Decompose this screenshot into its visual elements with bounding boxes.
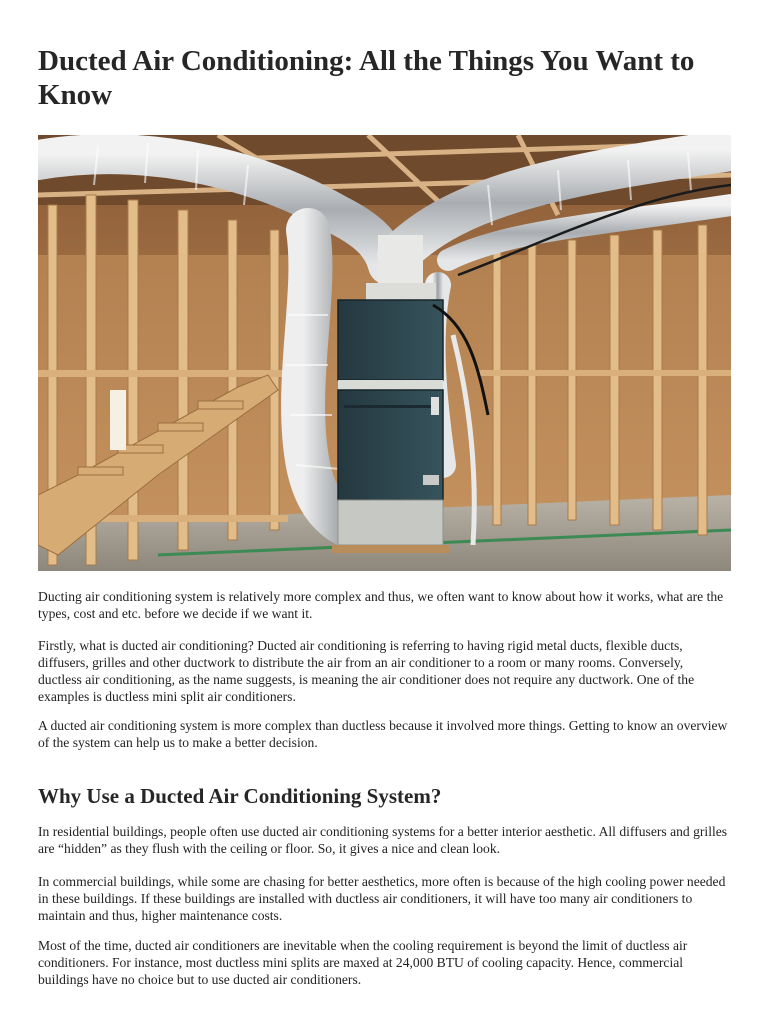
intro-paragraph: A ducted air conditioning system is more complex than ductless because it involved more things. Getting to know an overview of the system can help us to make a better decision.	[38, 718, 728, 750]
section-paragraph: In residential buildings, people often use ducted air conditioning systems for a better interior aesthetic. All diffusers and grilles are “hidden” as they flush with the ceiling or floor. So, it gives a nice and clean look.	[38, 824, 728, 856]
section-heading: Why Use a Ducted Air Conditioning System?	[38, 784, 442, 808]
section-paragraph: Most of the time, ducted air conditioners are inevitable when the cooling requirement is beyond the limit of ductless air conditioners. For instance, most ductless mini splits are maxed at 24,000 BTU of cooling capacity. Hence, commercial buildings have no choice but to use ducted air conditioners.	[38, 938, 688, 987]
intro-paragraph: Ducting air conditioning system is relatively more complex and thus, we often want to know about how it works, what are the types, cost and etc. before we decide if we want it.	[38, 589, 724, 621]
ducted-unit-illustration	[38, 135, 731, 571]
article-photo	[38, 135, 731, 571]
intro-paragraph: Firstly, what is ducted air conditioning? Ducted air conditioning is referring to having rigid metal ducts, flexible ducts, diffusers, grilles and other ductwork to distribute the air from an air conditioner to a room or many rooms. Conversely, ductless air conditioning, as the name suggests, is meaning the air conditioner does not require any ductwork. One of the examples is ductless mini split air conditioners.	[38, 638, 695, 704]
section-paragraph: In commercial buildings, while some are chasing for better aesthetics, more often is because of the high cooling power needed in these buildings. If these buildings are installed with ductless air conditioners, it will have too many air conditioners to maintain and thus, higher maintenance costs.	[38, 874, 726, 923]
article-title: Ducted Air Conditioning: All the Things You Want to Know	[38, 45, 695, 111]
